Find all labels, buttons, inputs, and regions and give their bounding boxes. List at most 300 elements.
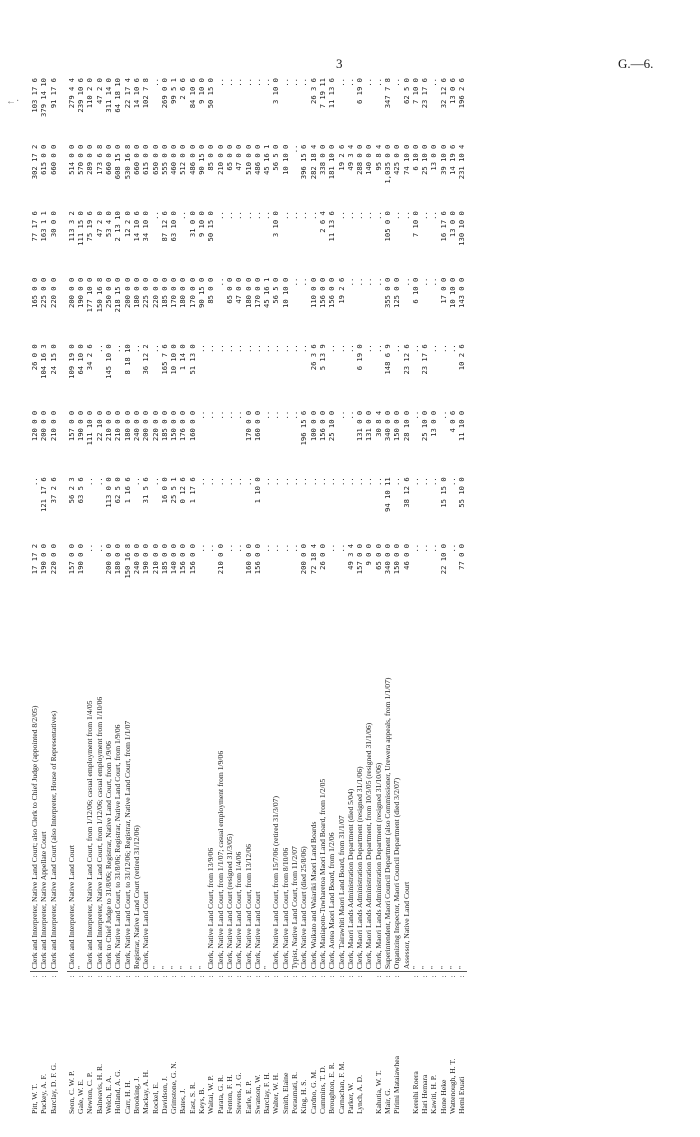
amount-cell: 30 8 4 xyxy=(373,410,383,437)
name-cell: Lynch, A. D. xyxy=(355,1074,365,1114)
amount-cell: 28 10 0 xyxy=(401,410,411,442)
amount-cell: 510 0 0 xyxy=(243,144,253,175)
table-row xyxy=(439,76,448,1116)
name-cell: Bates, J. xyxy=(178,1088,188,1114)
amount-cell: 65 0 0 xyxy=(224,277,234,304)
amount-cell: 55 10 0 xyxy=(457,477,467,508)
amount-cell: .. xyxy=(401,277,411,287)
amount-cell: 156 0 0 xyxy=(187,543,197,575)
amount-cell: 570 0 0 xyxy=(76,144,86,175)
amount-cell: 1 16 6 xyxy=(122,477,132,504)
amount-cell: 45 16 1 xyxy=(262,277,272,308)
position-description-cell: Clerk, Tairawhiti Maori Land Board, from 31/1/07 xyxy=(337,608,346,971)
amount-cell: 218 15 0 xyxy=(113,277,123,313)
amount-cell: .. xyxy=(345,410,355,420)
separator-cell: : xyxy=(410,975,420,978)
amount-cell: .. xyxy=(234,477,244,486)
separator-cell: : xyxy=(280,975,290,978)
amount-cell: .. xyxy=(280,211,290,220)
amount-cell: .. xyxy=(271,477,281,486)
separator-cell: : xyxy=(262,975,272,978)
amount-cell: 210 0 0 xyxy=(215,543,225,575)
amount-cell: 22 10 0 xyxy=(438,543,448,575)
amount-cell: 338 0 0 xyxy=(317,144,327,175)
amount-cell: .. xyxy=(429,344,439,353)
amount-cell: 279 4 4 xyxy=(66,78,76,109)
position-description-cell: " xyxy=(411,608,420,971)
position-description-cell: Clerk, Native Land Court xyxy=(253,608,262,971)
name-cell: Holland, A. G. xyxy=(113,1069,123,1114)
table-row xyxy=(355,76,364,1116)
amount-cell: 170 0 0 xyxy=(169,277,179,308)
table-row xyxy=(383,76,392,1116)
amount-cell: .. xyxy=(224,78,234,87)
table-row xyxy=(225,76,234,1116)
amount-cell: 26 3 6 xyxy=(308,344,318,371)
amount-cell: .. xyxy=(178,211,188,220)
amount-cell: .. xyxy=(150,78,160,87)
table-row xyxy=(429,76,438,1116)
table-row xyxy=(85,76,94,1116)
amount-cell: .. xyxy=(373,277,383,287)
separator-cell: : xyxy=(159,975,169,978)
position-description-cell: Clerk and Interpreter, Native Land Court (also Interpreter, House of Representatives) xyxy=(49,608,58,971)
separator-cell: : xyxy=(215,975,225,978)
table-body xyxy=(30,76,467,1116)
amount-cell: 177 10 0 xyxy=(85,277,95,313)
separator-cell: : xyxy=(243,975,253,978)
amount-cell: .. xyxy=(234,211,244,220)
table-row xyxy=(346,76,355,1116)
amount-cell: 200 0 0 xyxy=(122,277,132,308)
separator-cell: : xyxy=(392,975,402,978)
amount-cell: .. xyxy=(150,211,160,220)
separator-cell: : xyxy=(317,975,327,978)
amount-cell: .. xyxy=(438,344,448,353)
amount-cell: .. xyxy=(373,477,383,486)
amount-cell: .. xyxy=(215,277,225,287)
separator-cell: : xyxy=(299,975,309,978)
amount-cell: 47 0 0 xyxy=(234,144,244,171)
amount-cell: 2 6 4 xyxy=(317,211,327,233)
amount-cell: 47 0 0 xyxy=(234,277,244,304)
salary-table xyxy=(30,76,467,1116)
amount-cell: .. xyxy=(327,344,337,353)
amount-cell: 49 3 4 xyxy=(345,543,355,570)
table-row xyxy=(262,76,271,1116)
amount-cell: .. xyxy=(234,344,244,353)
position-description-cell: " xyxy=(429,608,438,971)
amount-cell: 99 5 1 xyxy=(169,78,179,104)
amount-cell: .. xyxy=(113,344,123,353)
name-cell: Kahutia, W. T. xyxy=(373,1070,383,1114)
table-row xyxy=(374,76,383,1116)
table-row xyxy=(141,76,150,1116)
table-row xyxy=(160,76,169,1116)
separator-cell: : xyxy=(308,975,318,978)
amount-cell: .. xyxy=(30,477,39,486)
amount-cell: 660 0 0 xyxy=(104,144,114,175)
amount-cell: 190 0 0 xyxy=(76,277,86,308)
amount-cell: .. xyxy=(420,277,430,287)
amount-cell: .. xyxy=(336,344,346,353)
amount-cell: .. xyxy=(392,211,402,220)
separator-cell: : xyxy=(355,975,365,978)
table-row xyxy=(318,76,327,1116)
amount-cell: .. xyxy=(280,543,290,553)
amount-cell: .. xyxy=(224,344,234,353)
amount-cell: 302 17 2 xyxy=(30,144,39,180)
amount-cell: 148 6 9 xyxy=(382,344,392,375)
amount-cell: .. xyxy=(327,477,337,486)
position-description-cell: Clerk, Maori Lands Administration Department (resigned 31/1/06) xyxy=(355,608,364,971)
amount-cell: 13 0 0 xyxy=(429,410,439,437)
amount-cell: .. xyxy=(215,211,225,220)
separator-cell xyxy=(364,972,373,981)
table-row xyxy=(113,76,122,1116)
amount-cell: .. xyxy=(206,543,216,553)
position-description-cell: Clerk, Maori Lands Administration Department (resigned 31/10/06) xyxy=(374,608,383,971)
amount-cell: .. xyxy=(197,477,207,486)
amount-cell: .. xyxy=(197,410,207,420)
amount-cell: 113 0 0 xyxy=(104,477,114,508)
amount-cell: 1 14 0 xyxy=(178,344,188,371)
amount-cell: .. xyxy=(271,410,281,420)
amount-cell: 65 0 0 xyxy=(373,543,383,570)
amount-cell: .. xyxy=(429,211,439,220)
amount-cell: .. xyxy=(410,543,420,553)
amount-cell: 156 0 0 xyxy=(178,543,188,575)
amount-cell: .. xyxy=(420,477,430,486)
amount-cell: 157 0 0 xyxy=(66,410,76,442)
amount-cell: 289 0 0 xyxy=(85,144,95,175)
amount-cell: 176 0 0 xyxy=(178,410,188,442)
name-cell: Pirimi Mataiawhea xyxy=(392,1056,402,1114)
amount-cell: 14 10 6 xyxy=(131,78,141,109)
amount-cell: 47 2 0 xyxy=(94,211,104,238)
amount-cell: .. xyxy=(280,410,290,420)
separator-cell: : xyxy=(113,975,123,978)
name-cell: Parata, G. R. xyxy=(215,1074,225,1114)
amount-cell: .. xyxy=(429,477,439,486)
amount-cell: 180 0 0 xyxy=(113,543,123,575)
amount-cell: 512 0 0 xyxy=(178,144,188,175)
table-row xyxy=(76,76,85,1116)
amount-cell: 31 5 6 xyxy=(141,477,151,504)
amount-cell: 200 0 0 xyxy=(299,543,309,575)
amount-cell: 514 0 0 xyxy=(66,144,76,175)
amount-cell: .. xyxy=(410,477,420,486)
name-cell: Mackay, A. H. xyxy=(141,1069,151,1114)
amount-cell: .. xyxy=(364,344,374,353)
name-cell: Cardno, G. M. xyxy=(308,1069,318,1114)
name-cell: Walter, W. H. xyxy=(271,1072,281,1114)
name-cell: Wattenough, H. T. xyxy=(448,1058,458,1114)
amount-cell: 425 0 0 xyxy=(392,144,402,175)
amount-cell: .. xyxy=(85,543,95,553)
amount-cell: 37 2 6 xyxy=(48,477,58,504)
name-cell: Barclay, F. H. xyxy=(262,1072,272,1114)
amount-cell: 56 2 3 xyxy=(66,477,76,504)
amount-cell: 180 0 0 xyxy=(131,277,141,308)
amount-cell: 185 0 0 xyxy=(159,410,169,442)
amount-cell: 50 15 0 xyxy=(206,211,216,242)
amount-cell: .. xyxy=(438,410,448,420)
table-row xyxy=(299,76,308,1116)
amount-cell: 220 0 0 xyxy=(150,410,160,442)
amount-cell: 396 15 6 xyxy=(299,144,309,180)
name-cell: Balneavis, H. R. xyxy=(94,1064,104,1114)
amount-cell: 125 0 0 xyxy=(392,277,402,308)
amount-cell: .. xyxy=(420,211,430,220)
amount-cell: .. xyxy=(364,277,374,287)
amount-cell: .. xyxy=(290,344,300,353)
amount-cell: .. xyxy=(290,477,300,486)
page-number: 3 xyxy=(336,56,343,71)
amount-cell: .. xyxy=(215,410,225,420)
amount-cell: 10 10 0 xyxy=(448,277,458,308)
amount-cell: 10 10 0 xyxy=(169,344,179,375)
separator-cell: : xyxy=(373,975,383,978)
name-cell: Cummins, T. D. xyxy=(317,1065,327,1114)
name-cell: Welch, E. A. xyxy=(104,1075,114,1114)
amount-cell: .. xyxy=(336,543,346,553)
amount-cell: 6 10 0 xyxy=(410,277,420,304)
amount-cell: 13 0 0 xyxy=(448,211,458,238)
amount-cell: .. xyxy=(373,78,383,87)
amount-cell: 120 0 0 xyxy=(30,410,39,442)
name-cell: Hone Heke xyxy=(438,1079,448,1114)
amount-cell: 51 13 0 xyxy=(187,344,197,375)
position-description-cell: " xyxy=(420,608,429,971)
amount-cell: .. xyxy=(85,477,95,486)
amount-cell: 170 0 0 xyxy=(187,277,197,308)
amount-cell: 4 0 6 xyxy=(448,410,458,433)
amount-cell: 220 0 0 xyxy=(48,543,58,575)
table-row xyxy=(253,76,262,1116)
table-row xyxy=(281,76,290,1116)
amount-cell: 1,035 0 0 xyxy=(382,144,392,184)
amount-cell: 160 0 0 xyxy=(252,410,262,442)
table-row xyxy=(67,76,76,1116)
amount-cell: 62 5 0 xyxy=(113,477,123,504)
name-cell: Stevens, J. G. xyxy=(234,1072,244,1114)
amount-cell: 150 0 0 xyxy=(392,543,402,575)
amount-cell: 190 0 0 xyxy=(39,543,49,575)
table-row xyxy=(178,76,187,1116)
amount-cell: 225 0 0 xyxy=(39,277,49,308)
amount-cell: 200 0 0 xyxy=(104,543,114,575)
amount-cell: .. xyxy=(299,277,309,287)
amount-cell: 150 16 8 xyxy=(122,543,132,579)
position-description-cell: Superintendent, Maori Council Department (also Commissioner, Urewera appeals, from 1/1/07) xyxy=(383,608,392,971)
amount-cell: 660 0 0 xyxy=(48,144,58,175)
amount-cell: .. xyxy=(271,344,281,353)
table-row xyxy=(457,76,466,1116)
amount-cell: .. xyxy=(429,78,439,87)
amount-cell: 165 7 6 xyxy=(159,344,169,375)
amount-cell: 157 0 0 xyxy=(355,543,365,575)
amount-cell: 650 0 0 xyxy=(150,144,160,175)
amount-cell: 0 12 6 xyxy=(178,477,188,504)
amount-cell: .. xyxy=(290,211,300,220)
amount-cell: 36 12 2 xyxy=(141,344,151,375)
amount-cell: .. xyxy=(290,144,300,154)
amount-cell: .. xyxy=(308,477,318,486)
amount-cell: 46 0 0 xyxy=(401,543,411,570)
table-row xyxy=(49,76,58,1116)
spacer-row xyxy=(58,76,67,1116)
amount-cell: 210 0 0 xyxy=(113,410,123,442)
table-row xyxy=(123,76,132,1116)
amount-cell: 16 17 6 xyxy=(438,211,448,242)
amount-cell: 95 8 4 xyxy=(373,144,383,171)
name-cell xyxy=(402,981,411,1116)
amount-cell: 180 0 0 xyxy=(243,277,253,308)
separator-cell: : xyxy=(178,975,188,978)
amount-cell: 17 17 2 xyxy=(30,543,39,575)
amount-cell: .. xyxy=(392,477,402,486)
amount-cell: .. xyxy=(299,78,309,87)
amount-cell: 200 0 0 xyxy=(66,277,76,308)
amount-cell: 160 0 0 xyxy=(187,410,197,442)
amount-cell: .. xyxy=(150,344,160,353)
table-row xyxy=(206,76,215,1116)
separator-cell: : xyxy=(336,975,346,978)
amount-cell: 225 0 0 xyxy=(141,277,151,308)
position-description-cell: Typist, Native Land Court, from 11/2/07 xyxy=(290,608,299,971)
position-description-cell: Clerk, Maori Lands Administration Department, from 10/3/05 (resigned 31/1/06) xyxy=(364,608,373,971)
amount-cell: .. xyxy=(345,277,355,287)
separator-cell: : xyxy=(206,975,216,978)
name-cell: Mair, G. xyxy=(382,1088,392,1114)
separator-cell xyxy=(402,972,411,981)
amount-cell: 16 0 0 xyxy=(159,477,169,504)
amount-cell: 340 0 0 xyxy=(382,410,392,442)
name-cell: Smith, Elaine xyxy=(280,1072,290,1114)
amount-cell: .. xyxy=(336,477,346,486)
position-description-cell: Clerk, Native Land Court, from 1/1/07; casual employment from 1/9/06 xyxy=(216,608,225,971)
amount-cell: .. xyxy=(280,78,290,87)
amount-cell: 311 14 0 xyxy=(104,78,114,113)
amount-cell: .. xyxy=(243,211,253,220)
name-cell: Swanson, W. xyxy=(252,1074,262,1114)
amount-cell: 240 0 0 xyxy=(131,543,141,575)
amount-cell: 22 17 4 xyxy=(122,78,132,109)
amount-cell: 10 10 0 xyxy=(280,144,290,175)
amount-cell: 104 16 3 xyxy=(39,344,49,379)
amount-cell: .. xyxy=(373,344,383,353)
position-description-cell: " xyxy=(178,608,187,971)
amount-cell: .. xyxy=(364,78,374,87)
amount-cell: 49 3 4 xyxy=(345,144,355,171)
amount-cell: .. xyxy=(345,477,355,486)
table-row xyxy=(244,76,253,1116)
table-row xyxy=(271,76,280,1116)
separator-cell: : xyxy=(104,975,114,978)
table-row xyxy=(30,76,39,1116)
amount-cell: .. xyxy=(206,477,216,486)
amount-cell: 14 10 6 xyxy=(131,211,141,242)
name-cell: Pitt, W. T. xyxy=(30,1083,39,1114)
amount-cell: 26 3 6 xyxy=(308,78,318,104)
amount-cell: 131 0 0 xyxy=(364,410,374,442)
name-cell: Kereihi Roera xyxy=(410,1071,420,1114)
amount-cell: .. xyxy=(392,78,402,87)
amount-cell: .. xyxy=(262,78,272,87)
amount-cell: 190 0 0 xyxy=(76,543,86,575)
table-row xyxy=(188,76,197,1116)
separator-cell: : xyxy=(141,975,151,978)
amount-cell: .. xyxy=(299,477,309,486)
table-row xyxy=(151,76,160,1116)
amount-cell: 196 2 6 xyxy=(457,78,467,109)
amount-cell: 156 0 0 xyxy=(327,277,337,308)
margin-mark: ←· xyxy=(6,96,20,107)
amount-cell: 7 10 0 xyxy=(410,78,420,104)
amount-cell: 170 0 0 xyxy=(252,277,262,308)
amount-cell: .. xyxy=(197,543,207,553)
amount-cell: 13 0 0 xyxy=(429,144,439,171)
table-row xyxy=(337,76,346,1116)
position-description-cell: Registrar, Native Land Court (retired 31/12/06) xyxy=(132,608,141,971)
amount-cell: 23 12 6 xyxy=(401,344,411,375)
amount-cell: .. xyxy=(94,477,104,486)
amount-cell: .. xyxy=(252,78,262,87)
amount-cell: .. xyxy=(448,477,458,486)
amount-cell: 22 10 0 xyxy=(94,410,104,442)
amount-cell: 90 15 0 xyxy=(197,277,207,308)
amount-cell: .. xyxy=(290,277,300,287)
amount-cell: 460 0 0 xyxy=(169,144,179,175)
name-cell: Hemi Eruati xyxy=(457,1076,467,1114)
amount-cell: 62 5 0 xyxy=(401,78,411,104)
amount-cell: .. xyxy=(262,477,272,486)
amount-cell: 72 18 4 xyxy=(308,543,318,575)
separator-cell: : xyxy=(448,975,458,978)
amount-cell: 180 0 0 xyxy=(122,410,132,442)
amount-cell: .. xyxy=(215,344,225,353)
amount-cell: 3 10 0 xyxy=(271,211,281,238)
table-row xyxy=(364,76,373,1116)
amount-cell: .. xyxy=(299,211,309,220)
amount-cell: 19 2 6 xyxy=(336,144,346,171)
position-description-cell: Clerk, Native Land Court (died 25/8/06) xyxy=(299,608,308,971)
amount-cell: 200 0 0 xyxy=(141,410,151,442)
amount-cell: .. xyxy=(252,211,262,220)
amount-cell: 63 5 6 xyxy=(76,477,86,504)
amount-cell: 91 17 6 xyxy=(48,78,58,109)
amount-cell: 140 0 0 xyxy=(169,543,179,575)
amount-cell: .. xyxy=(224,211,234,220)
amount-cell: 74 10 0 xyxy=(401,144,411,175)
amount-cell: .. xyxy=(317,477,327,486)
amount-cell: 173 6 8 xyxy=(94,144,104,175)
amount-cell: 111 15 0 xyxy=(76,211,86,246)
amount-cell: 379 14 10 xyxy=(39,78,49,117)
amount-cell: 64 10 0 xyxy=(76,344,86,375)
separator-cell: : xyxy=(76,975,86,978)
position-description-cell: Assessor, Native Land Court xyxy=(402,608,411,971)
amount-cell: 25 10 0 xyxy=(327,410,337,442)
amount-cell: 39 10 0 xyxy=(438,144,448,175)
name-cell: Carnachan, F. M. xyxy=(336,1061,346,1114)
amount-cell: 31 0 0 xyxy=(187,211,197,238)
table-row xyxy=(39,76,48,1116)
amount-cell: 140 0 0 xyxy=(364,144,374,175)
position-description-cell: Clerk to Chief Judge to 31/8/06; Registrar, Native Land Court, from 1/9/06 xyxy=(104,608,113,971)
separator-cell: : xyxy=(150,975,160,978)
